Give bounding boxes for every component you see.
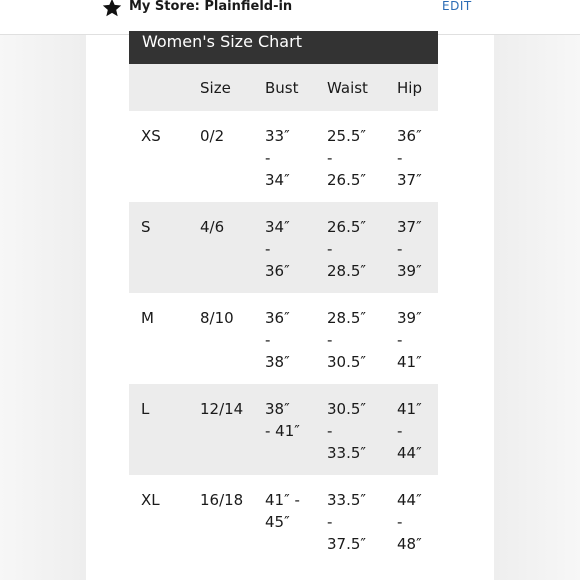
waist-cell: 26.5″ - 28.5″ [327,218,367,280]
size-chart-table [129,64,438,566]
table-row [129,111,438,202]
waist-cell: 25.5″ - 26.5″ [327,127,367,189]
table-row [129,202,438,293]
size-label-cell: L [141,400,150,418]
hip-cell: 36″ - 37″ [397,127,422,189]
waist-cell: 30.5″ - 33.5″ [327,400,367,462]
column-header-hip: Hip [397,79,422,97]
waist-cell: 28.5″ - 30.5″ [327,309,367,371]
edit-store-link[interactable]: EDIT [442,0,472,13]
column-header-size: Size [200,79,231,97]
table-header-row [129,64,438,111]
column-header-bust: Bust [265,79,299,97]
size-number-cell: 12/14 [200,400,244,418]
table-row [129,384,438,475]
size-number-cell: 0/2 [200,127,225,145]
bust-cell: 36″ - 38″ [265,309,290,371]
waist-cell: 33.5″ - 37.5″ [327,491,367,553]
bust-cell: 34″ - 36″ [265,218,290,280]
size-label-cell: XL [141,491,160,509]
size-number-cell: 4/6 [200,218,225,236]
hip-cell: 44″ - 48″ [397,491,422,553]
my-store-label: My Store: Plainfield-in [129,0,293,14]
bust-cell: 33″ - 34″ [265,127,290,189]
bust-cell: 38″ - 41″ [265,400,300,440]
column-header-waist: Waist [327,79,368,97]
hip-cell: 39″ - 41″ [397,309,422,371]
table-row [129,475,438,566]
table-row [129,293,438,384]
size-chart-title: Women's Size Chart [129,31,438,64]
right-backdrop [494,0,580,580]
hip-cell: 37″ - 39″ [397,218,422,280]
size-label-cell: S [141,218,151,236]
bust-cell: 41″ - 45″ [265,491,300,531]
size-label-cell: M [141,309,154,327]
size-number-cell: 16/18 [200,491,244,509]
store-bar [0,0,580,35]
size-number-cell: 8/10 [200,309,234,327]
hip-cell: 41″ - 44″ [397,400,422,462]
star-icon[interactable] [101,0,123,19]
left-backdrop [0,0,86,580]
size-label-cell: XS [141,127,161,145]
